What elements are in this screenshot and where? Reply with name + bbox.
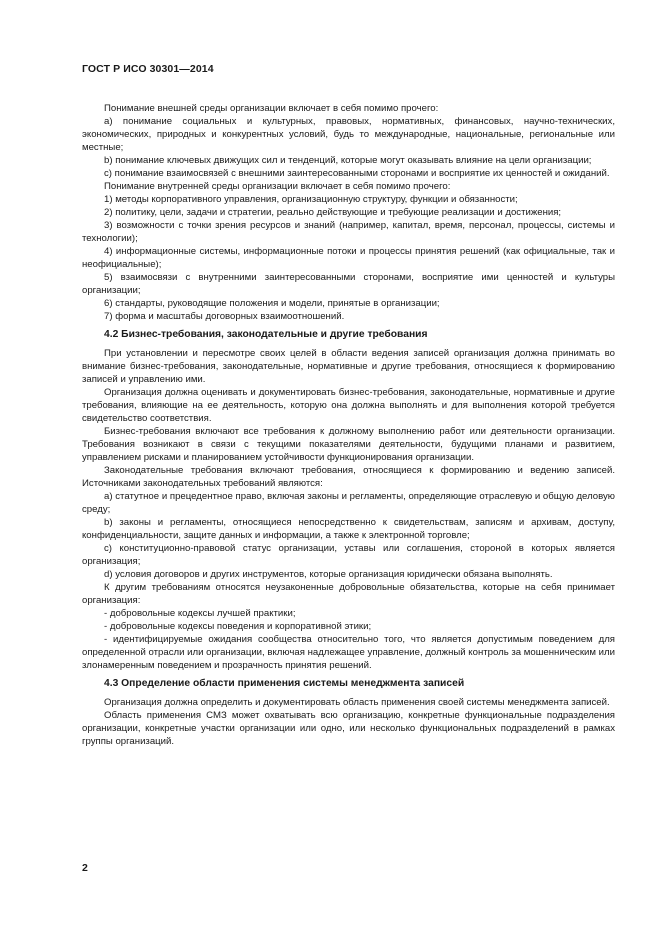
page-content [82,102,615,748]
page-number: 2 [82,862,88,874]
paragraph: b) понимание ключевых движущих сил и тенденций, которые могут оказывать влияние на цели организации; [104,155,592,166]
paragraph: Область применения СМЗ может охватывать всю организацию, конкретные функциональные подразделения организации, конкретные участки организации или одно, или несколько функциональных подразделений в рамках группы организаций. [82,710,615,747]
section-heading-4-3: 4.3 Определение области применения системы менеджмента записей [104,678,465,689]
section-heading-4-2: 4.2 Бизнес-требования, законодательные и другие требования [104,329,428,340]
paragraph: a) понимание социальных и культурных, правовых, нормативных, финансовых, научно-технических, экономических, природных и конкурентных условий, будь то международные, национальные, региональные или местные; [82,116,615,153]
paragraph: c) конституционно-правовой статус организации, уставы или соглашения, стороной в которых является организация; [82,543,615,567]
paragraph: b) законы и регламенты, относящиеся непосредственно к свидетельствам, записям и архивам, доступу, конфиденциальности, защите данных и информации, а также к электронной торговле; [82,517,615,541]
paragraph: - добровольные кодексы поведения и корпоративной этики; [104,621,372,632]
running-header: ГОСТ Р ИСО 30301—2014 [82,63,214,75]
paragraph: d) условия договоров и других инструментов, которые организация юридически обязана выполнять. [104,569,553,580]
paragraph: Понимание внешней среды организации включает в себя помимо прочего: [104,103,439,114]
paragraph: Организация должна определить и документировать область применения своей системы менеджмента записей. [104,697,610,708]
paragraph: Понимание внутренней среды организации включает в себя помимо прочего: [104,181,451,192]
paragraph: a) статутное и прецедентное право, включая законы и регламенты, определяющие отраслевую и общую деловую среду; [82,491,615,515]
paragraph: - идентифицируемые ожидания сообщества относительно того, что является допустимым поведением для определенной отрасли или организации, включая надлежащее управление, должный контроль за мошенническим или злонамеренным поведением и прозрачность принятия решений. [82,634,615,671]
paragraph: Законодательные требования включают требования, относящиеся к формированию и ведению записей. Источниками законодательных требований являются: [82,465,615,489]
paragraph: 5) взаимосвязи с внутренними заинтересованными сторонами, восприятие ими ценностей и культуры организации; [82,272,615,296]
paragraph: 4) информационные системы, информационные потоки и процессы принятия решений (как официальные, так и неофициальные); [82,246,615,270]
paragraph: 2) политику, цели, задачи и стратегии, реально действующие и требующие реализации и достижения; [104,207,562,218]
paragraph: Организация должна оценивать и документировать бизнес-требования, законодательные, нормативные и другие требования, влияющие на ее деятельность, которую она должна выполнять и для выполнения которой требуется свидетельство соответствия. [82,387,615,424]
paragraph: 7) форма и масштабы договорных взаимоотношений. [104,311,345,322]
paragraph: 3) возможности с точки зрения ресурсов и знаний (например, капитал, время, персонал, процессы, системы и технологии); [82,220,615,244]
paragraph: 1) методы корпоративного управления, организационную структуру, функции и обязанности; [104,194,518,205]
paragraph: К другим требованиям относятся неузаконенные добровольные обязательства, которые на себя принимает организация: [82,582,615,606]
paragraph: c) понимание взаимосвязей с внешними заинтересованными сторонами и восприятие их ценностей и ожиданий. [104,168,610,179]
paragraph: 6) стандарты, руководящие положения и модели, принятые в организации; [104,298,440,309]
paragraph: Бизнес-требования включают все требования к должному выполнению работ или деятельности организации. Требования возникают в связи с текущими показателями деятельности, будущими планами и развитием, управлением рисками и планированием устойчивости функционирования организации. [82,426,615,463]
paragraph: - добровольные кодексы лучшей практики; [104,608,296,619]
paragraph: При установлении и пересмотре своих целей в области ведения записей организация должна принимать во внимание бизнес-требования, законодательные, нормативные и другие требования, относящиеся к формированию записей и управлению ими. [82,348,615,385]
